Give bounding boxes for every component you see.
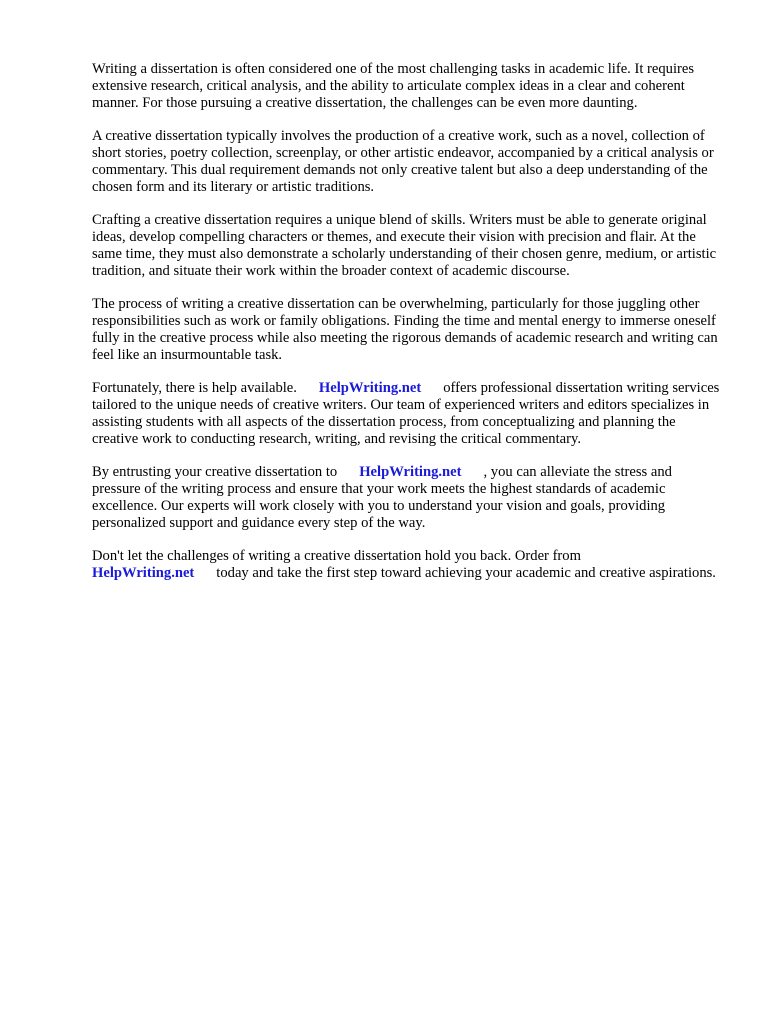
paragraph-text-before-link: Don't let the challenges of writing a creative dissertation hold you back. Order from <box>92 548 581 564</box>
paragraph-creative-dissertation <box>92 128 722 196</box>
paragraph-entrusting <box>92 464 722 532</box>
paragraph-text: The process of writing a creative dissertation can be overwhelming, particularly for those juggling other responsibilities such as work or family obligations. Finding the time and mental energy to immerse oneself fully in the creative process while also meeting the rigorous demands of academic research and writing can feel like an insurmountable task. <box>92 296 718 363</box>
paragraph-text-after-link: offers professional dissertation writing services tailored to the unique needs of creative writers. Our team of experienced writers and editors specializes in assisting students with all aspects of the dissertation process, from conceptualizing and planning the creative work to conducting research, writing, and revising the critical commentary. <box>92 380 720 447</box>
helpwriting-link[interactable]: HelpWriting.net <box>92 565 195 581</box>
paragraph-call-to-action <box>92 548 722 582</box>
paragraph-crafting <box>92 212 722 280</box>
paragraph-text-after-link: today and take the first step toward achieving your academic and creative aspirations. <box>216 565 716 581</box>
paragraph-text-after-link: , you can alleviate the stress and pressure of the writing process and ensure that your work meets the highest standards of academic excellence. Our experts will work closely with you to understand your vision and goals, providing personalized support and guidance every step of the way. <box>92 464 672 531</box>
helpwriting-link[interactable]: HelpWriting.net <box>359 464 462 480</box>
helpwriting-link[interactable]: HelpWriting.net <box>318 380 422 396</box>
paragraph-intro <box>92 61 722 112</box>
paragraph-text: Crafting a creative dissertation requires a unique blend of skills. Writers must be able to generate original ideas, develop compelling characters or themes, and execute their vision with precision and flair. At the same time, they must also demonstrate a scholarly understanding of their chosen genre, medium, or artistic tradition, and situate their work within the broader context of academic discourse. <box>92 212 717 279</box>
paragraph-text: Writing a dissertation is often considered one of the most challenging tasks in academic life. It requires extensive research, critical analysis, and the ability to articulate complex ideas in a clear and coherent manner. For those pursuing a creative dissertation, the challenges can be even more daunting. <box>92 61 695 111</box>
paragraph-text-before-link: By entrusting your creative dissertation to <box>92 464 338 480</box>
paragraph-text-before-link: Fortunately, there is help available. <box>92 380 297 396</box>
paragraph-text: A creative dissertation typically involves the production of a creative work, such as a novel, collection of short stories, poetry collection, screenplay, or other artistic endeavor, accompanied by a critical analysis or commentary. This dual requirement demands not only creative talent but also a deep understanding of the chosen form and its literary or artistic traditions. <box>92 128 714 195</box>
document-body <box>92 61 722 598</box>
paragraph-process <box>92 296 722 364</box>
paragraph-help-available <box>92 380 722 448</box>
